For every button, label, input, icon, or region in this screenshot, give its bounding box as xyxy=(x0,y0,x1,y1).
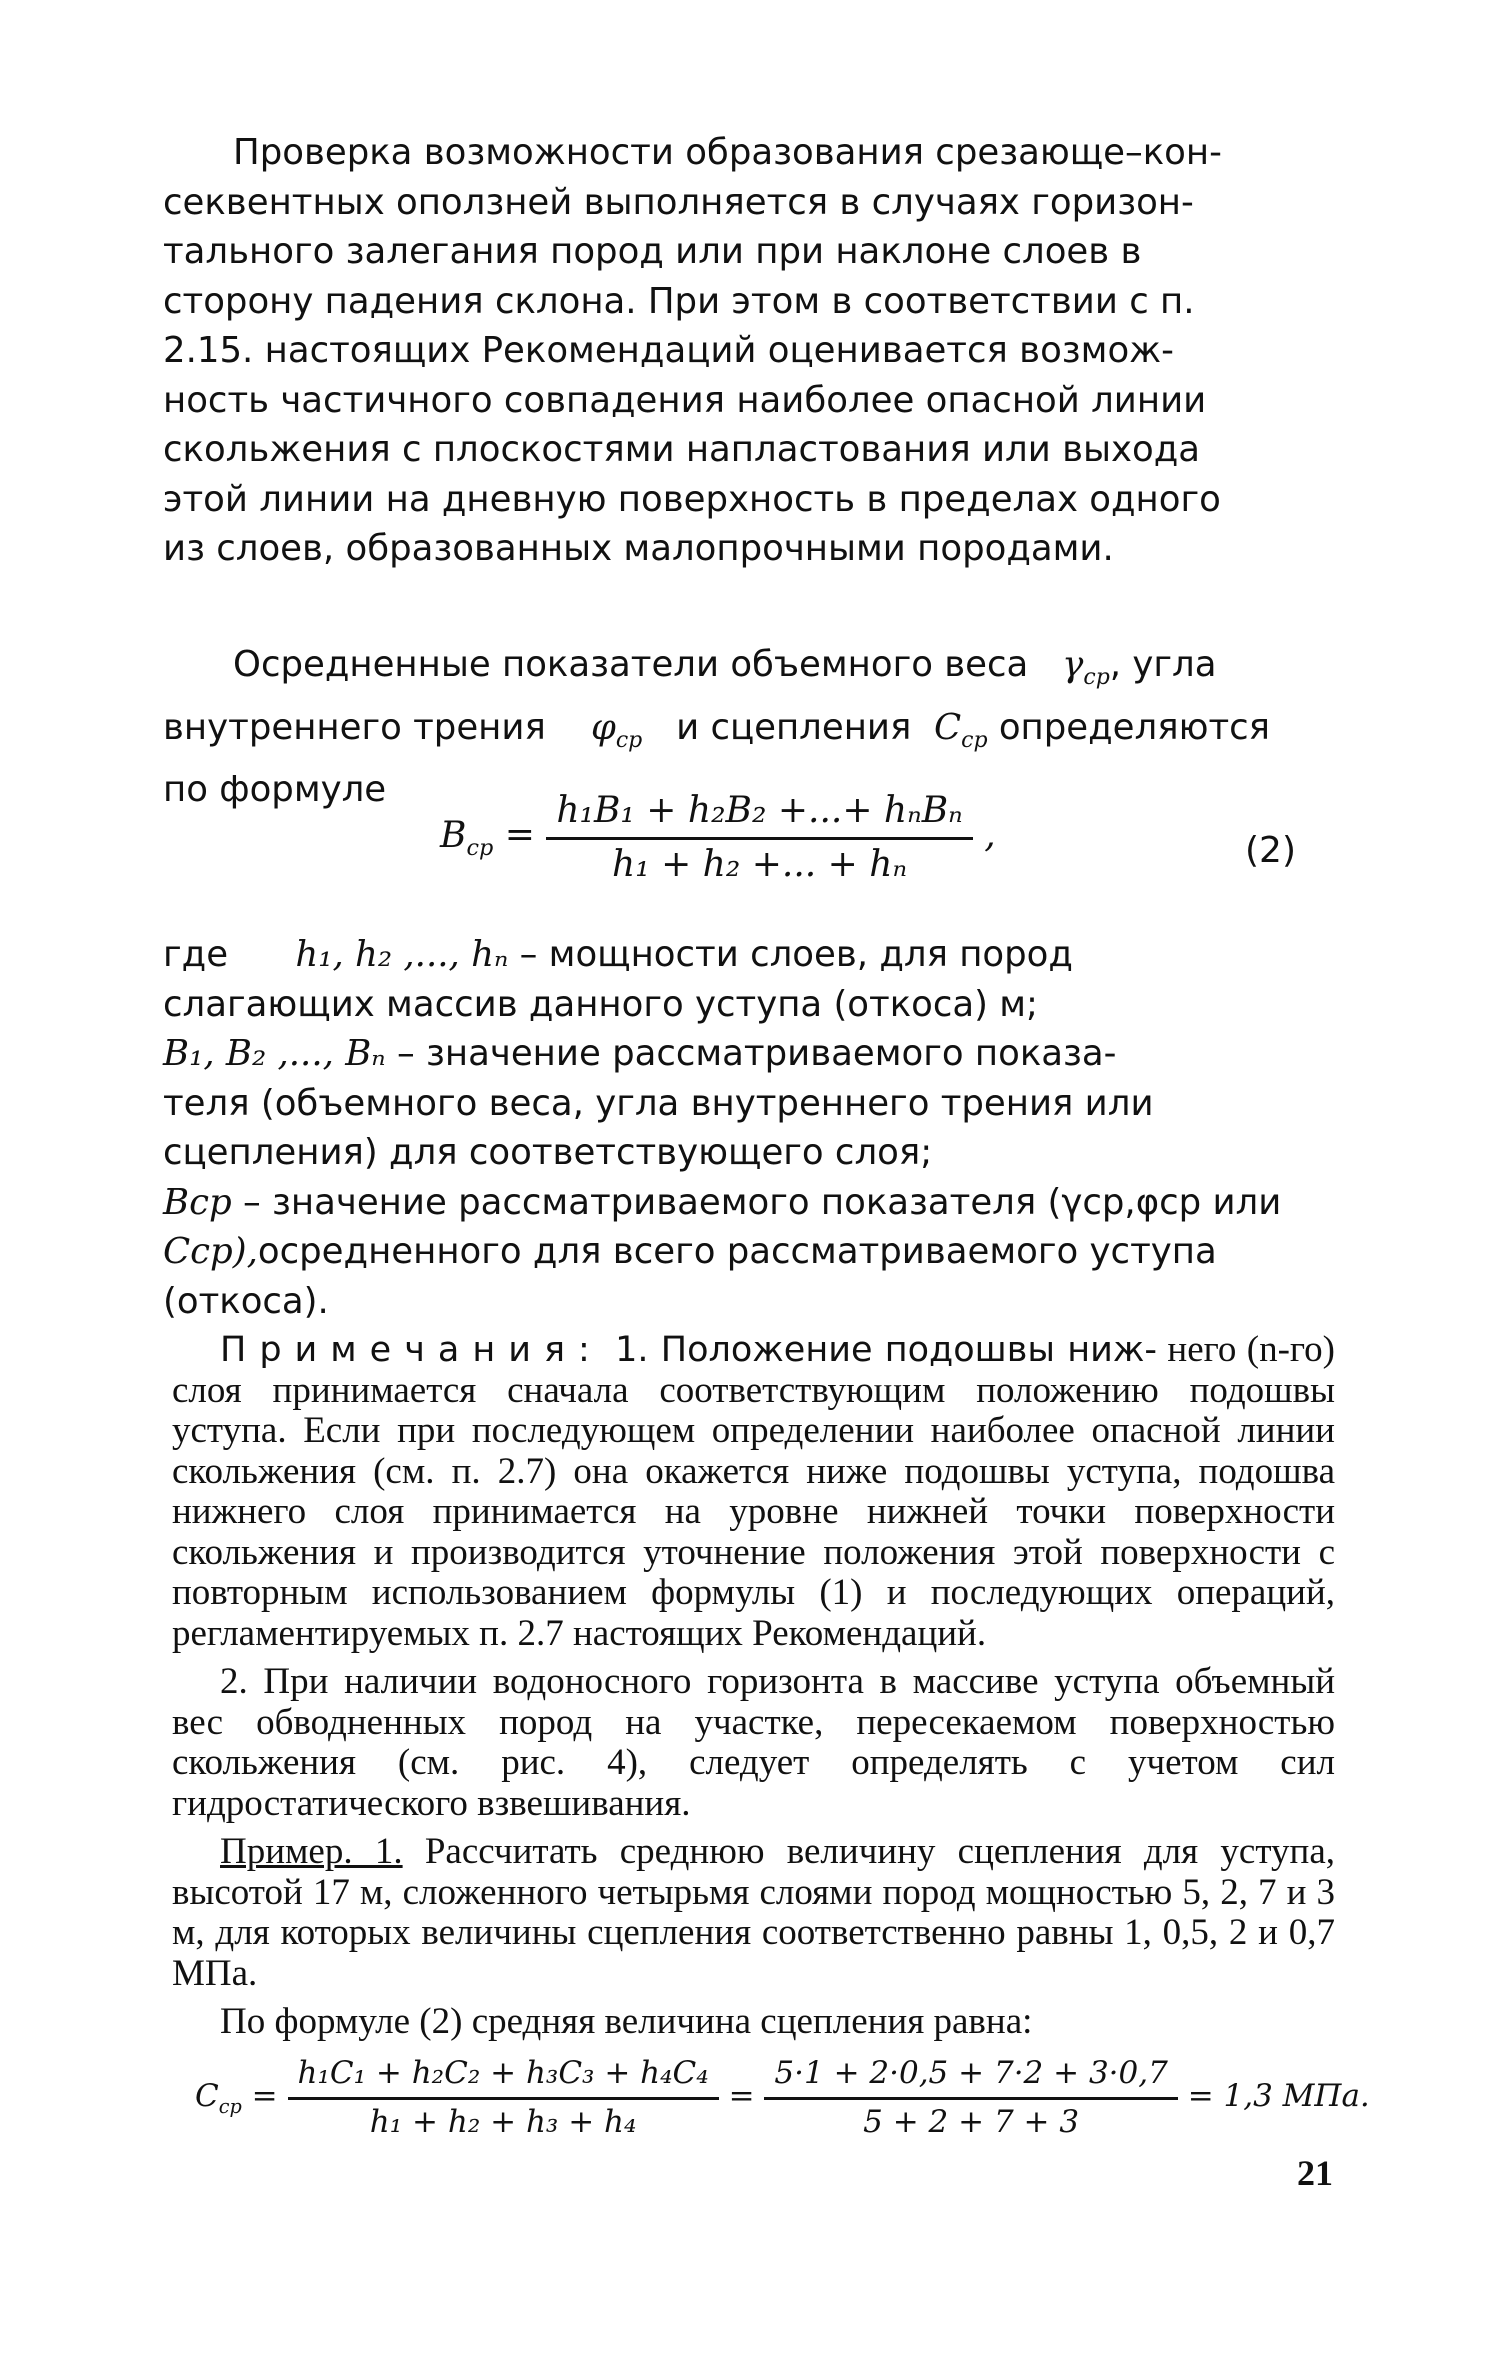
intro-line: сторону падения склона. При этом в соответствии с п. xyxy=(163,280,1195,322)
formula-lhs xyxy=(195,2078,242,2119)
c-symbol: C xyxy=(933,706,962,748)
h-variables: h₁, h₂ ,..., hₙ xyxy=(295,934,509,975)
where-text: теля (объемного веса, угла внутреннего трения или xyxy=(163,1082,1154,1124)
page-number: 21 xyxy=(1297,2153,1333,2193)
subscript: ср xyxy=(961,727,988,753)
where-text: сцепления) для соответствующего слоя; xyxy=(163,1132,933,1173)
intro-line: 2.15. настоящих Рекомендаций оценивается возмож- xyxy=(163,330,1174,371)
numerator: 5·1 + 2·0,5 + 7·2 + 3·0,7 xyxy=(764,2055,1177,2100)
averaged-text: определяются xyxy=(998,706,1271,748)
where-label: где xyxy=(163,934,229,975)
where-text: (откоса). xyxy=(163,1280,329,1322)
result: = 1,3 МПа. xyxy=(1187,2078,1370,2114)
example-formula xyxy=(195,2055,1370,2140)
intro-line: тального залегания пород или при наклоне слоев в xyxy=(163,231,1142,272)
intro-paragraph xyxy=(163,128,1333,574)
where-text: – мощности слоев, для пород xyxy=(508,934,1073,975)
subscript: ср xyxy=(466,834,494,861)
numerator: h₁C₁ + h₂C₂ + h₃C₃ + h₄C₄ xyxy=(288,2055,719,2100)
where-text: – значение рассматриваемого показа- xyxy=(385,1033,1117,1074)
equals-sign: = xyxy=(251,2078,278,2114)
phi-symbol: φ xyxy=(590,706,616,748)
note-2: 2. При наличии водоносного горизонта в массиве уступа объемный вес обводненных пород на участке, пересекаемом поверхностью скольжения (см. рис. 4), следует определять с учетом сил гидростатического взвешивания. xyxy=(172,1661,1335,1824)
equals-sign: = xyxy=(504,814,535,856)
intro-line: секвентных оползней выполняется в случаях горизон- xyxy=(163,181,1194,223)
b-variables: B₁, B₂ ,..., Bₙ xyxy=(163,1033,386,1074)
intro-line: Проверка возможности образования срезающе–кон- xyxy=(233,132,1222,173)
formula-2 xyxy=(440,790,996,885)
averaged-text: внутреннего трения xyxy=(163,706,546,748)
intro-line: ность частичного совпадения наиболее опасной линии xyxy=(163,379,1207,421)
subscript: ср xyxy=(1083,665,1110,691)
numerator: h₁B₁ + h₂B₂ +...+ hₙBₙ xyxy=(546,790,972,840)
notes-section xyxy=(172,1330,1335,2043)
example-1 xyxy=(172,1832,1335,1994)
example-text: Рассчитать среднюю величину сцепления для уступа, высотой 17 м, сложенного четырьмя слоями пород мощностью 5, 2, 7 и 3 м, для которых величины сцепления соответственно равны 1, 0,5, 2 и 0,7 МПа. xyxy=(172,1831,1335,1994)
subscript: ср xyxy=(615,727,643,753)
intro-line: из слоев, образованных малопрочными породами. xyxy=(163,528,1114,569)
averaged-paragraph xyxy=(163,640,1333,815)
intro-line: этой линии на дневную поверхность в пределах одного xyxy=(163,478,1221,520)
lhs-symbol: C xyxy=(195,2078,219,2114)
ccp-variable: Cср), xyxy=(163,1231,258,1272)
by-formula-text: По формуле (2) средняя величина сцепления равна: xyxy=(220,2001,1033,2042)
averaged-text: Осредненные показатели объемного веса xyxy=(233,644,1029,685)
lhs-symbol: B xyxy=(440,814,467,856)
note-text: 1. Положение подошвы ниж- xyxy=(602,1330,1158,1370)
fraction xyxy=(546,790,972,885)
note-text: него (n-го) слоя принимается сначала соответствующим положению подошвы уступа. Если при последующем определении наиболее опасной линии скольжения (см. п. 2.7) она окажется ниже подошвы уступа, подошва нижнего слоя принимается на уровне нижней точки поверхности скольжения и производится уточнение положения этой поверхности с повторным использованием формулы (1) и последующих операций, регламентируемых п. 2.7 настоящих Рекомендаций. xyxy=(172,1329,1335,1654)
formula-lhs xyxy=(440,814,494,861)
note-1 xyxy=(172,1330,1335,1654)
averaged-text: по формуле xyxy=(163,769,387,811)
fraction xyxy=(288,2055,719,2140)
denominator: h₁ + h₂ +... + hₙ xyxy=(612,844,908,885)
averaged-text: , угла xyxy=(1109,644,1217,685)
where-text: осредненного для всего рассматриваемого уступа xyxy=(257,1231,1217,1272)
averaged-text: и сцепления xyxy=(676,706,912,748)
bcp-variable: Bср xyxy=(163,1181,232,1223)
subscript: ср xyxy=(218,2095,242,2119)
example-label: Пример. 1. xyxy=(220,1831,403,1872)
formula-number: (2) xyxy=(1245,830,1296,871)
intro-line: скольжения с плоскостями напластования или выхода xyxy=(163,429,1201,470)
gamma-symbol: γ xyxy=(1062,644,1084,685)
fraction xyxy=(764,2055,1177,2140)
equals-sign: = xyxy=(728,2078,755,2114)
where-text: – значение рассматриваемого показателя (γср,φср или xyxy=(231,1181,1282,1223)
where-block xyxy=(163,930,1333,1326)
denominator: h₁ + h₂ + h₃ + h₄ xyxy=(369,2104,637,2140)
where-text: слагающих массив данного уступа (откоса) м; xyxy=(163,983,1039,1025)
comma: , xyxy=(984,814,996,856)
denominator: 5 + 2 + 7 + 3 xyxy=(863,2104,1080,2140)
notes-title: Примечания: xyxy=(220,1330,603,1370)
